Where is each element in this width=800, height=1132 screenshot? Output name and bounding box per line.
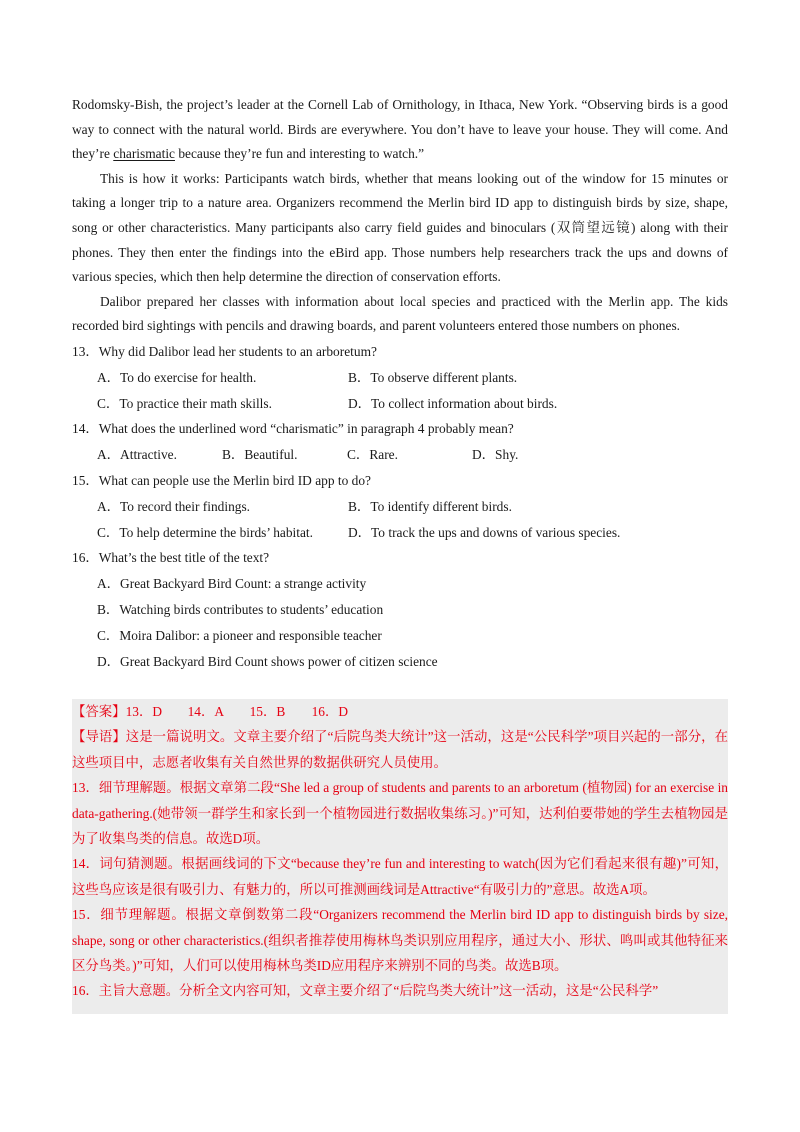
question-13 xyxy=(72,339,728,416)
question-stem: 14．What does the underlined word “charismatic” in paragraph 4 probably mean? xyxy=(72,421,514,437)
option-a: A．To record their findings. xyxy=(97,498,251,514)
option-c: C．Rare. xyxy=(347,447,398,463)
option-a: A．Great Backyard Bird Count: a strange activity xyxy=(97,576,367,592)
option-b: B．To identify different birds. xyxy=(348,498,512,514)
option-c: C．Moira Dalibor: a pioneer and responsible teacher xyxy=(97,627,382,643)
explanation-15: 15．细节理解题。根据文章倒数第二段“Organizers recommend the Merlin bird ID app to distinguish birds by size, shape, song or other characteristics.(组织者推荐使用梅林鸟类识别应用程序，通过大小、形状、鸣叫或其他特征来区分鸟类。)”可知，人们可以使用梅林鸟类ID应用程序来辨别不同的鸟类。故选B项。 xyxy=(72,907,728,974)
paragraph-3: Dalibor prepared her classes with information about local species and practiced with the Merlin app. The kids recorded bird sightings with pencils and drawing boards, and parent volunteers entered those numbers on phones. xyxy=(72,293,728,334)
explanation-13: 13．细节理解题。根据文章第二段“She led a group of students and parents to an arboretum (植物园) for an exercise in data-gathering.(她带领一群学生和家长到一个植物园进行数据收集练习。)”可知，达利伯要带她的学生去植物园是为了收集鸟类的信息。故选D项。 xyxy=(72,780,728,847)
underlined-word: charismatic xyxy=(113,146,175,162)
paragraph-1: Rodomsky-Bish, the project’s leader at the Cornell Lab of Ornithology, in Ithaca, New York. “Observing birds is a good way to connect with the natural world. Birds are everywhere. You don’t have to leave your house. They will come. And they’re charismatic because they’re fun and interesting to watch.” xyxy=(72,97,728,162)
explanation-16: 16．主旨大意题。分析全文内容可知，文章主要介绍了“后院鸟类大统计”这一活动，这是“公民科学” xyxy=(72,983,659,999)
option-b: B．To observe different plants. xyxy=(348,369,518,385)
option-d: D．To collect information about birds. xyxy=(348,395,558,411)
question-stem: 15．What can people use the Merlin bird ID app to do? xyxy=(72,472,371,488)
option-d: D．Great Backyard Bird Count shows power of citizen science xyxy=(97,653,438,669)
option-b: B．Watching birds contributes to students’ education xyxy=(97,601,384,617)
guide-text: 【导语】这是一篇说明文。文章主要介绍了“后院鸟类大统计”这一活动，这是“公民科学”项目兴起的一部分，在这些项目中，志愿者收集有关自然世界的数据供研究人员使用。 xyxy=(72,729,728,770)
option-a: A．Attractive. xyxy=(97,447,177,463)
question-stem: 13．Why did Dalibor lead her students to an arboretum? xyxy=(72,343,377,359)
option-c: C．To practice their math skills. xyxy=(97,395,272,411)
passage-section xyxy=(72,93,728,674)
explanation-14: 14．词句猜测题。根据画线词的下文“because they’re fun and interesting to watch(因为它们看起来很有趣)”可知，这些鸟应该是很有吸引力、有魅力的，所以可推测画线词是Attractive“有吸引力的”意思。故选A项。 xyxy=(72,856,728,897)
question-14 xyxy=(72,416,728,468)
question-16 xyxy=(72,545,728,674)
answer-explanation-box xyxy=(72,699,728,1014)
option-d: D．Shy. xyxy=(472,447,519,463)
option-b: B．Beautiful. xyxy=(222,447,298,463)
answer-label: 【答案】 xyxy=(72,704,126,719)
option-a: A．To do exercise for health. xyxy=(97,369,257,385)
option-c: C．To help determine the birds’ habitat. xyxy=(97,524,313,540)
option-d: D．To track the ups and downs of various species. xyxy=(348,524,621,540)
paragraph-2: This is how it works: Participants watch birds, whether that means looking out of the window for 15 minutes or taking a longer trip to a nature area. Organizers recommend the Merlin bird ID app to distinguish birds by size, shape, song or other characteristics. Many participants also carry field guides and binoculars (双筒望远镜) along with their phones. They then enter the findings into the eBird app. Those numbers help researchers track the ups and downs of various species, which then help determine the direction of conservation efforts. xyxy=(72,170,728,285)
question-stem: 16．What’s the best title of the text? xyxy=(72,550,270,566)
question-15 xyxy=(72,468,728,545)
answer-key: 【答案】13．D 14．A 15．B 16．D xyxy=(72,699,728,724)
